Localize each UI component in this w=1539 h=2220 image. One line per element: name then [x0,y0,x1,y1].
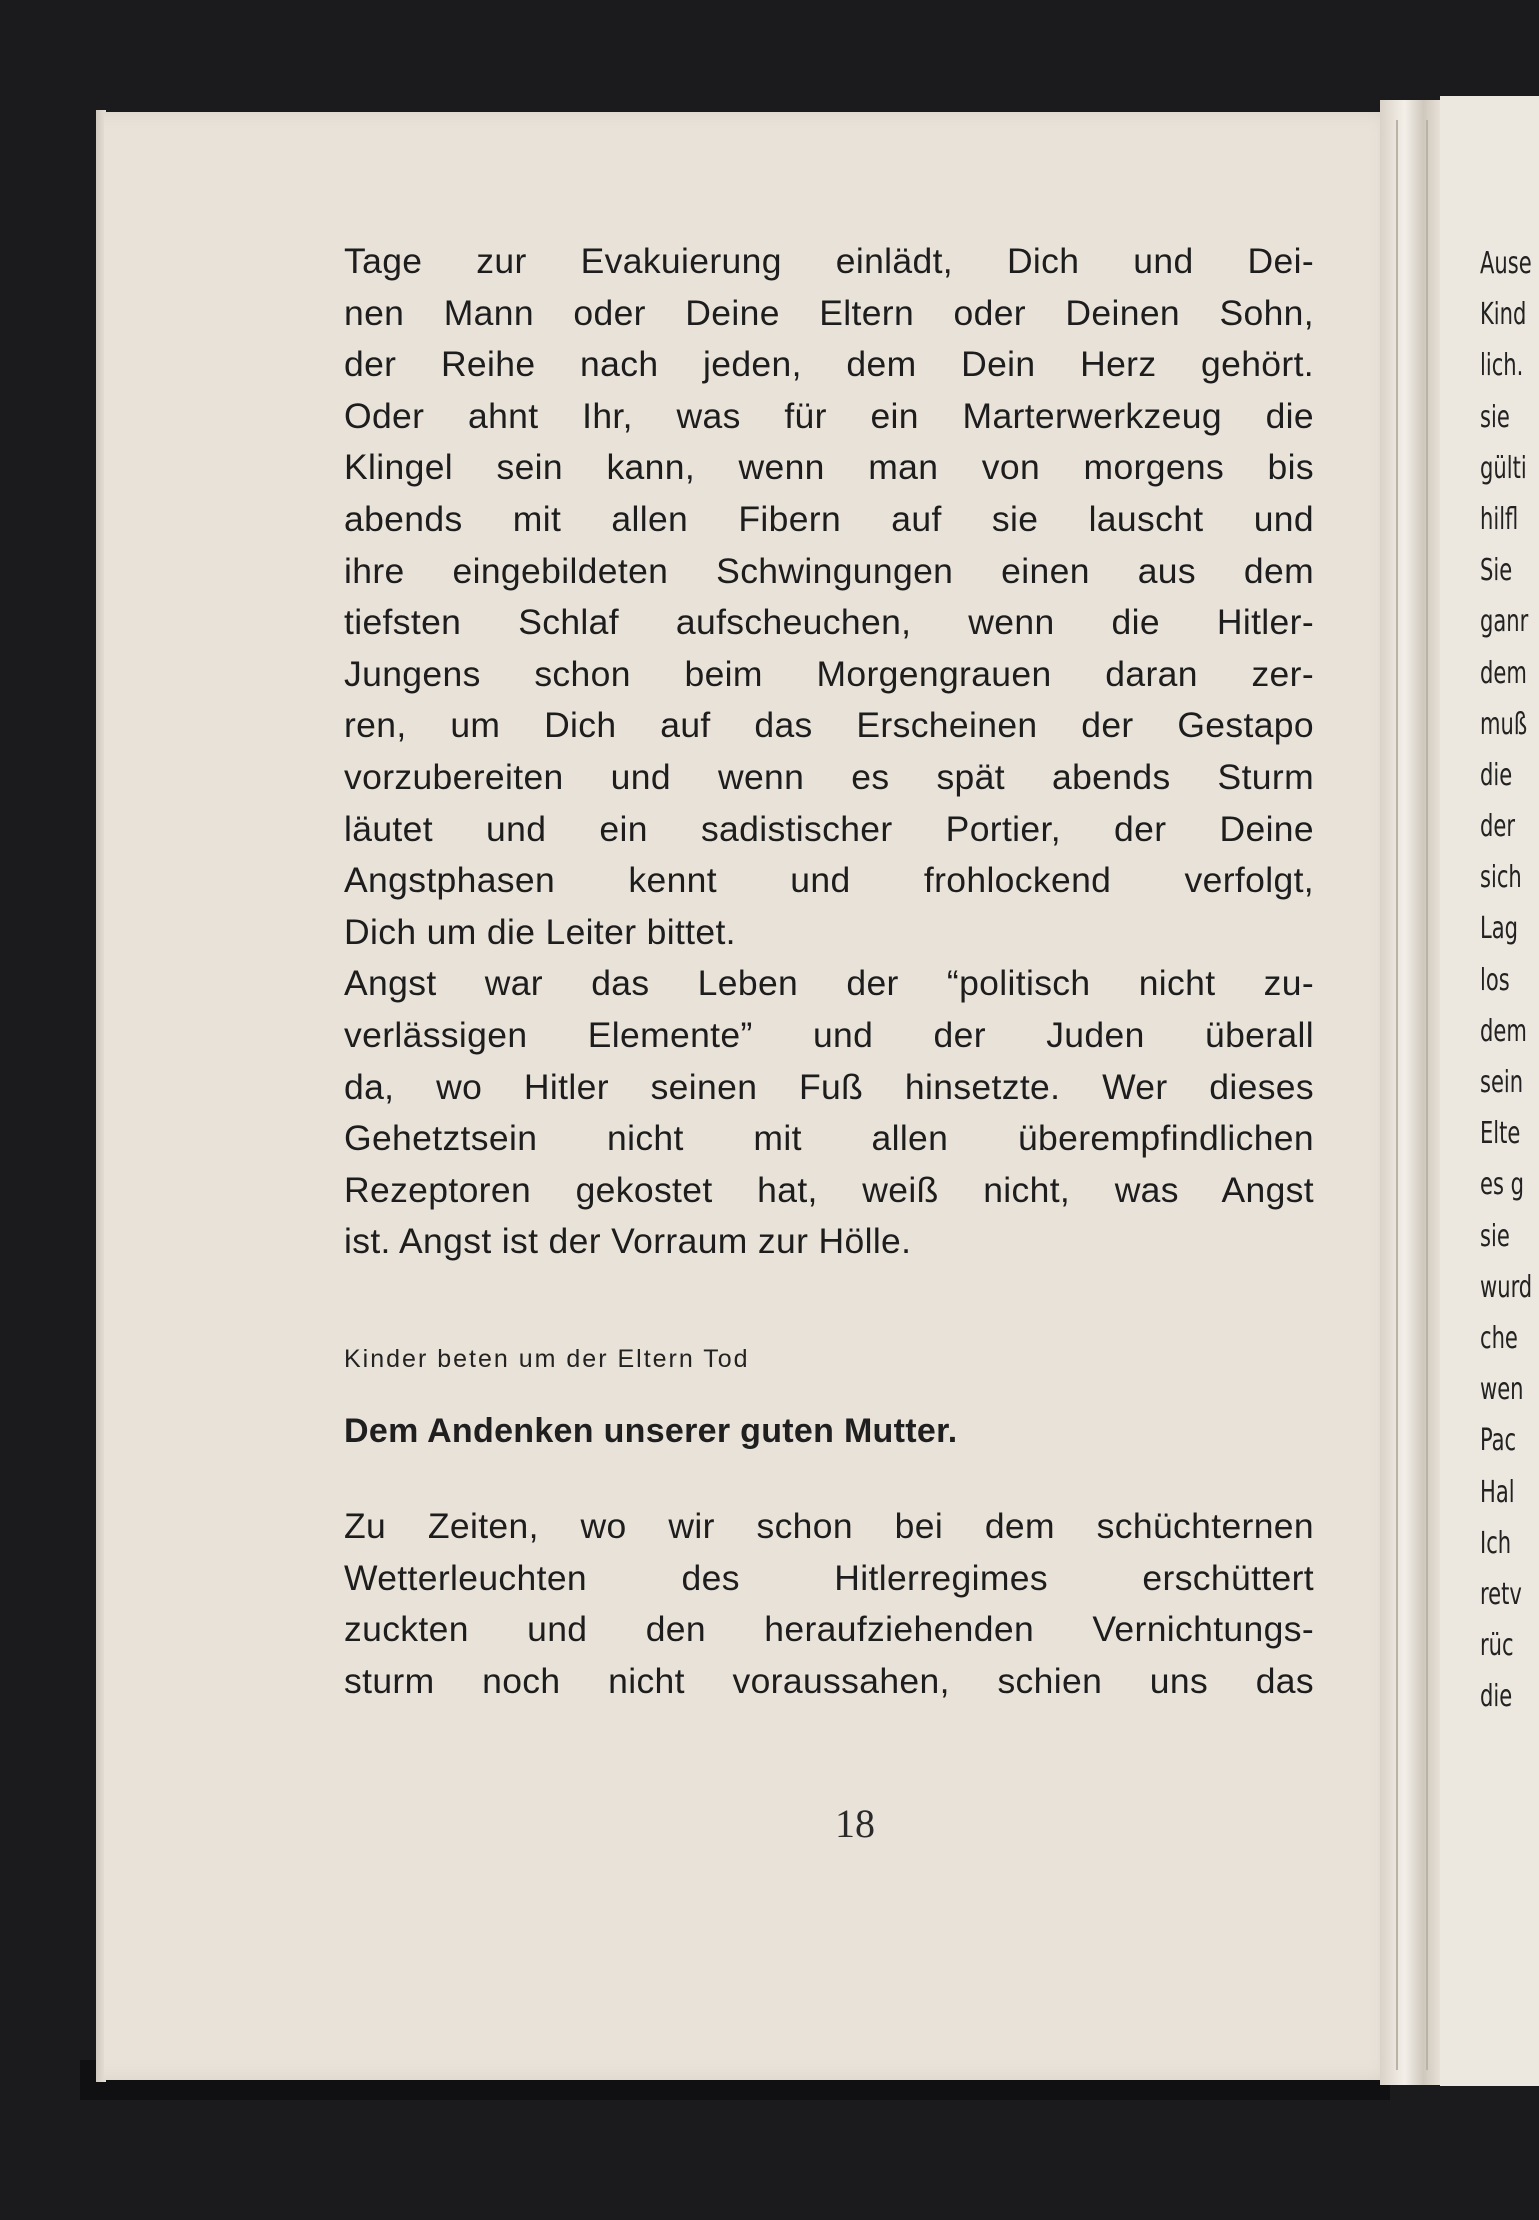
right-page-fragment: Sie [1480,553,1513,589]
text-line: Zu Zeiten, wo wir schon bei dem schüchternen [344,1506,1314,1546]
right-page-fragment: los [1480,962,1510,998]
text-line: da, wo Hitler seinen Fuß hinsetzte. Wer dieses [344,1066,1314,1107]
page-number: 18 [835,1801,875,1846]
text-line: Gehetztsein nicht mit allen überempfindlichen [344,1118,1314,1159]
right-page-text-fragments [1480,238,1532,1722]
text-line: Oder ahnt Ihr, was für ein Marterwerkzeug die [344,395,1314,436]
right-page-fragment: muß [1480,706,1528,742]
right-page-fragment: Elte [1480,1116,1521,1152]
right-page-fragment: Pac [1480,1423,1517,1459]
right-page-fragment: hilfl [1480,501,1519,537]
right-page-fragment: retv [1480,1576,1522,1612]
right-page-fragment: lich. [1480,348,1524,384]
text-line: Angst war das Leben der “politisch nicht zu- [344,963,1314,1004]
text-line: Klingel sein kann, wenn man von morgens bis [344,447,1314,488]
gutter-line [1426,120,1428,2070]
right-page-fragment: sie [1480,399,1510,435]
right-page-fragment: Lag [1480,911,1519,947]
dedication-heading: Dem Andenken unserer guten Mutter. [344,1412,958,1450]
text-line: zuckten und den heraufziehenden Vernichtungs- [344,1609,1314,1650]
right-page-fragment: Kind [1480,297,1527,333]
right-page-fragment: es g [1480,1167,1524,1203]
text-line: sturm noch nicht voraussahen, schien uns das [344,1660,1314,1701]
text-line: Tage zur Evakuierung einlädt, Dich und Dei- [344,241,1314,281]
book-gutter [1380,100,1442,2085]
right-page-fragment: rüc [1480,1628,1514,1664]
text-line: nen Mann oder Deine Eltern oder Deinen Sohn, [344,292,1314,333]
body-text [344,236,1314,1268]
right-page-fragment: Hal [1480,1474,1515,1510]
right-page-fragment: der [1480,809,1515,845]
text-line: abends mit allen Fibern auf sie lauscht und [344,498,1314,539]
text-line: ihre eingebildeten Schwingungen einen aus dem [344,550,1314,591]
right-page-fragment: dem [1480,655,1527,691]
text-line: ist. Angst ist der Vorraum zur Hölle. [344,1221,912,1262]
text-line: Dich um die Leiter bittet. [344,911,736,952]
text-line: Angstphasen kennt und frohlockend verfolgt, [344,860,1314,901]
right-page-fragment: Ause [1480,246,1532,281]
right-page-fragment: sie [1480,1218,1510,1254]
text-line: tiefsten Schlaf aufscheuchen, wenn die Hitler- [344,602,1314,643]
text-line: der Reihe nach jeden, dem Dein Herz gehört. [344,344,1314,385]
right-page-fragment: sich [1480,860,1522,896]
right-page-fragment: wurd [1480,1269,1533,1305]
text-line: Wetterleuchten des Hitlerregimes erschüttert [344,1557,1314,1598]
text-line: vorzubereiten und wenn es spät abends Sturm [344,756,1314,797]
body-text-continued [344,1500,1314,1706]
text-line: ren, um Dich auf das Erscheinen der Gestapo [344,705,1314,746]
text-line: läutet und ein sadistischer Portier, der Deine [344,808,1314,849]
text-line: Rezeptoren gekostet hat, weiß nicht, was Angst [344,1169,1314,1210]
right-page-fragment: Ich [1480,1525,1512,1561]
right-page-fragment: sein [1480,1065,1524,1100]
gutter-line [1396,120,1398,2070]
right-page-fragment: wen [1480,1372,1524,1408]
right-page-fragment: die [1480,757,1513,793]
right-page-fragment: die [1480,1679,1513,1715]
text-line: Jungens schon beim Morgengrauen daran zer- [344,653,1314,694]
right-page-fragment: gülti [1480,450,1527,486]
section-caption: Kinder beten um der Eltern Tod [344,1345,750,1373]
right-page-fragment: che [1480,1320,1518,1356]
right-page-fragment: dem [1480,1013,1527,1049]
text-line: verlässigen Elemente” und der Juden überall [344,1014,1314,1055]
right-page-fragment: ganr [1480,604,1529,640]
